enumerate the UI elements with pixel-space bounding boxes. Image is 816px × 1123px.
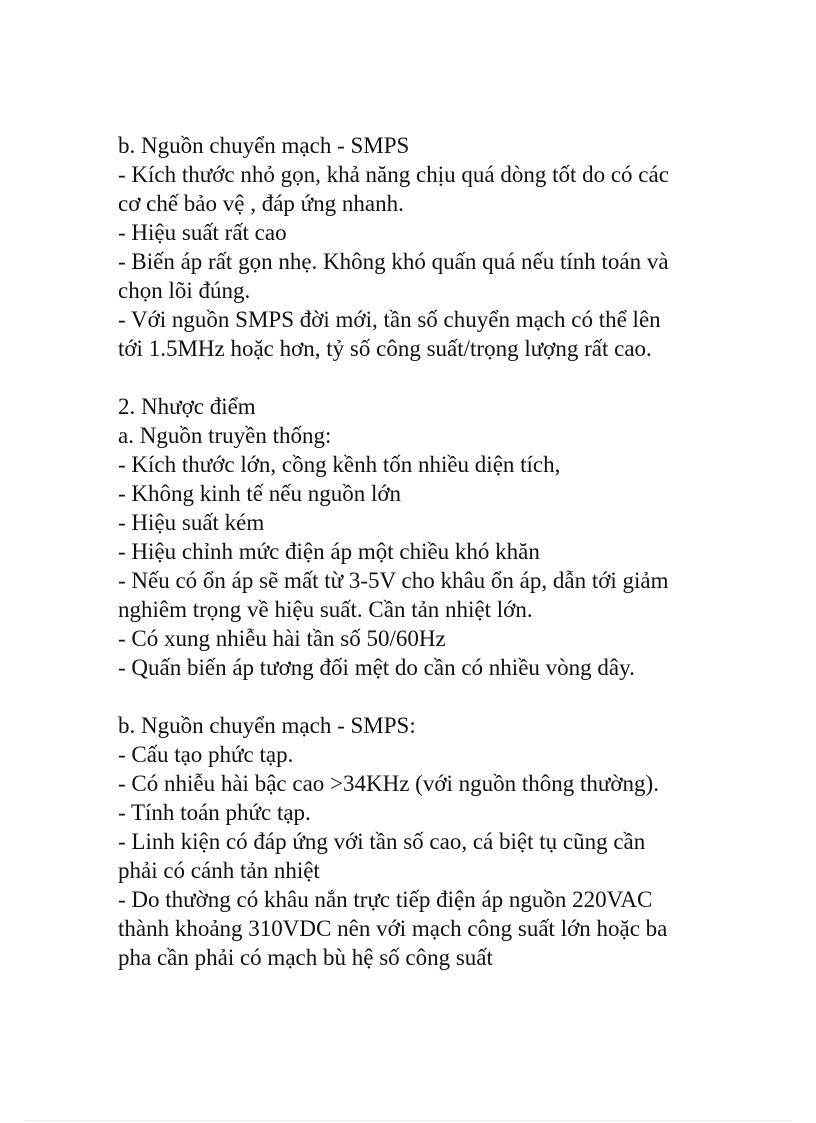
- subheading-smps: b. Nguồn chuyển mạch - SMPS: [118, 133, 410, 158]
- text-line: - Cấu tạo phức tạp.: [118, 742, 294, 767]
- section-smps-advantages: [118, 131, 778, 363]
- document-body: [118, 131, 778, 972]
- text-line: - Không kinh tế nếu nguồn lớn: [118, 481, 402, 506]
- text-line: - Kích thước lớn, cồng kềnh tốn nhiều diện tích,: [118, 452, 561, 477]
- subheading-traditional: a. Nguồn truyền thống:: [118, 423, 332, 448]
- text-line: - Với nguồn SMPS đời mới, tần số chuyển mạch có thể lên: [118, 307, 661, 332]
- text-line: - Biến áp rất gọn nhẹ. Không khó quấn quá nếu tính toán và: [118, 249, 669, 274]
- text-line: - Hiệu chỉnh mức điện áp một chiều khó khăn: [118, 539, 540, 564]
- text-line: - Linh kiện có đáp ứng với tần số cao, cá biệt tụ cũng cần: [118, 829, 646, 854]
- page-bottom-divider: [24, 1120, 792, 1121]
- section-heading: 2. Nhược điểm: [118, 394, 256, 419]
- section-disadvantages-smps: [118, 711, 778, 972]
- subheading-smps: b. Nguồn chuyển mạch - SMPS:: [118, 713, 416, 738]
- text-line: nghiêm trọng về hiệu suất. Cần tản nhiệt lớn.: [118, 597, 533, 622]
- text-line: - Có xung nhiễu hài tần số 50/60Hz: [118, 626, 446, 651]
- text-line: - Kích thước nhỏ gọn, khả năng chịu quá dòng tốt do có các: [118, 162, 669, 187]
- text-line: thành khoảng 310VDC nên với mạch công suất lớn hoặc ba: [118, 916, 668, 941]
- text-line: cơ chế bảo vệ , đáp ứng nhanh.: [118, 191, 404, 216]
- text-line: phải có cánh tản nhiệt: [118, 858, 320, 883]
- text-line: pha cần phải có mạch bù hệ số công suất: [118, 945, 493, 970]
- text-line: chọn lõi đúng.: [118, 278, 251, 303]
- text-line: - Nếu có ổn áp sẽ mất từ 3-5V cho khâu ổn áp, dẫn tới giảm: [118, 568, 669, 593]
- text-line: - Có nhiễu hài bậc cao >34KHz (với nguồn thông thường).: [118, 771, 659, 796]
- text-line: - Do thường có khâu nắn trực tiếp điện áp nguồn 220VAC: [118, 887, 653, 912]
- section-disadvantages-traditional: [118, 392, 778, 682]
- text-line: - Hiệu suất rất cao: [118, 220, 287, 245]
- text-line: tới 1.5MHz hoặc hơn, tỷ số công suất/trọng lượng rất cao.: [118, 336, 652, 361]
- text-line: - Quấn biến áp tương đối mệt do cần có nhiều vòng dây.: [118, 655, 635, 680]
- text-line: - Hiệu suất kém: [118, 510, 265, 535]
- text-line: - Tính toán phức tạp.: [118, 800, 311, 825]
